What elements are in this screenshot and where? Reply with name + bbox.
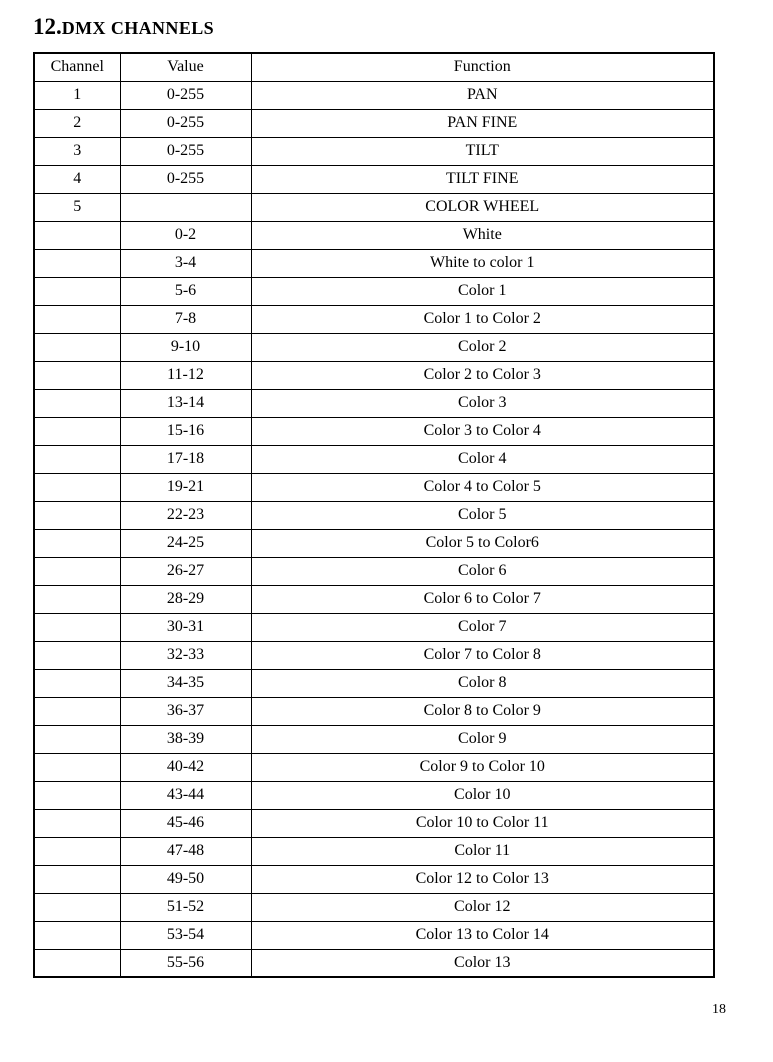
column-header-value: Value — [120, 53, 251, 81]
table-row — [34, 221, 714, 249]
page-title: DMX CHANNELS — [61, 18, 215, 38]
table-row — [34, 949, 714, 977]
cell-function: Color 2 — [251, 333, 714, 361]
cell-channel — [34, 725, 120, 753]
cell-function: Color 2 to Color 3 — [251, 361, 714, 389]
cell-function: PAN FINE — [251, 109, 714, 137]
table-row — [34, 389, 714, 417]
cell-function: White — [251, 221, 714, 249]
cell-value: 53-54 — [120, 921, 251, 949]
cell-value: 49-50 — [120, 865, 251, 893]
cell-channel — [34, 445, 120, 473]
table-header-row — [34, 53, 714, 81]
cell-channel — [34, 641, 120, 669]
table-row — [34, 81, 714, 109]
cell-value: 43-44 — [120, 781, 251, 809]
section-heading — [33, 4, 214, 42]
table-row — [34, 529, 714, 557]
cell-channel: 3 — [34, 137, 120, 165]
cell-channel — [34, 865, 120, 893]
cell-function: Color 7 to Color 8 — [251, 641, 714, 669]
table-row — [34, 921, 714, 949]
cell-channel — [34, 277, 120, 305]
cell-value: 15-16 — [120, 417, 251, 445]
table-row — [34, 165, 714, 193]
cell-function: Color 5 to Color6 — [251, 529, 714, 557]
cell-function: PAN — [251, 81, 714, 109]
cell-value: 7-8 — [120, 305, 251, 333]
cell-function: Color 5 — [251, 501, 714, 529]
cell-value: 0-255 — [120, 137, 251, 165]
table-row — [34, 725, 714, 753]
table-row — [34, 613, 714, 641]
table-row — [34, 837, 714, 865]
cell-value: 3-4 — [120, 249, 251, 277]
cell-value: 51-52 — [120, 893, 251, 921]
cell-function: Color 11 — [251, 837, 714, 865]
cell-function: Color 9 to Color 10 — [251, 753, 714, 781]
cell-channel — [34, 697, 120, 725]
cell-function: Color 6 to Color 7 — [251, 585, 714, 613]
cell-value: 11-12 — [120, 361, 251, 389]
column-header-channel: Channel — [34, 53, 120, 81]
table-row — [34, 557, 714, 585]
cell-value: 22-23 — [120, 501, 251, 529]
cell-value: 30-31 — [120, 613, 251, 641]
table-row — [34, 137, 714, 165]
cell-function: Color 1 to Color 2 — [251, 305, 714, 333]
table-row — [34, 865, 714, 893]
cell-value: 40-42 — [120, 753, 251, 781]
cell-value: 0-255 — [120, 81, 251, 109]
cell-channel — [34, 333, 120, 361]
cell-channel — [34, 613, 120, 641]
page-number: 18 — [712, 1002, 726, 1017]
table-row — [34, 697, 714, 725]
cell-function: Color 9 — [251, 725, 714, 753]
cell-channel — [34, 473, 120, 501]
cell-function: Color 7 — [251, 613, 714, 641]
cell-channel — [34, 389, 120, 417]
cell-value: 34-35 — [120, 669, 251, 697]
cell-function: Color 10 — [251, 781, 714, 809]
cell-channel — [34, 809, 120, 837]
cell-channel — [34, 221, 120, 249]
cell-function: TILT FINE — [251, 165, 714, 193]
table-row — [34, 417, 714, 445]
cell-channel: 1 — [34, 81, 120, 109]
cell-value: 38-39 — [120, 725, 251, 753]
cell-channel — [34, 585, 120, 613]
table-row — [34, 753, 714, 781]
cell-function: Color 13 to Color 14 — [251, 921, 714, 949]
table-row — [34, 781, 714, 809]
cell-function: Color 10 to Color 11 — [251, 809, 714, 837]
cell-function: Color 1 — [251, 277, 714, 305]
cell-channel — [34, 893, 120, 921]
cell-channel — [34, 249, 120, 277]
table-row — [34, 305, 714, 333]
table-row — [34, 277, 714, 305]
table-row — [34, 641, 714, 669]
dmx-channels-table — [33, 52, 715, 978]
cell-value — [120, 193, 251, 221]
cell-value: 55-56 — [120, 949, 251, 977]
table-row — [34, 585, 714, 613]
cell-channel — [34, 837, 120, 865]
cell-value: 0-255 — [120, 109, 251, 137]
table-row — [34, 193, 714, 221]
cell-value: 0-255 — [120, 165, 251, 193]
cell-function: Color 4 to Color 5 — [251, 473, 714, 501]
table-row — [34, 669, 714, 697]
cell-value: 5-6 — [120, 277, 251, 305]
table-row — [34, 501, 714, 529]
cell-value: 32-33 — [120, 641, 251, 669]
cell-channel: 4 — [34, 165, 120, 193]
table-row — [34, 893, 714, 921]
cell-channel — [34, 781, 120, 809]
cell-channel — [34, 501, 120, 529]
cell-channel — [34, 753, 120, 781]
cell-channel — [34, 361, 120, 389]
table-row — [34, 249, 714, 277]
cell-function: Color 4 — [251, 445, 714, 473]
cell-channel — [34, 669, 120, 697]
table-row — [34, 109, 714, 137]
cell-channel — [34, 417, 120, 445]
cell-value: 45-46 — [120, 809, 251, 837]
cell-value: 26-27 — [120, 557, 251, 585]
cell-function: Color 6 — [251, 557, 714, 585]
cell-value: 47-48 — [120, 837, 251, 865]
cell-function: Color 8 to Color 9 — [251, 697, 714, 725]
table-row — [34, 333, 714, 361]
cell-function: COLOR WHEEL — [251, 193, 714, 221]
cell-function: Color 13 — [251, 949, 714, 977]
cell-value: 28-29 — [120, 585, 251, 613]
table-body — [34, 81, 714, 977]
cell-function: TILT — [251, 137, 714, 165]
cell-value: 0-2 — [120, 221, 251, 249]
cell-channel — [34, 305, 120, 333]
table-row — [34, 361, 714, 389]
section-number: 12. — [33, 14, 62, 39]
table-row — [34, 809, 714, 837]
cell-function: Color 8 — [251, 669, 714, 697]
cell-value: 13-14 — [120, 389, 251, 417]
table-row — [34, 445, 714, 473]
cell-value: 19-21 — [120, 473, 251, 501]
cell-function: Color 3 — [251, 389, 714, 417]
cell-function: Color 12 to Color 13 — [251, 865, 714, 893]
cell-value: 36-37 — [120, 697, 251, 725]
cell-function: Color 12 — [251, 893, 714, 921]
cell-value: 24-25 — [120, 529, 251, 557]
cell-channel — [34, 921, 120, 949]
cell-function: Color 3 to Color 4 — [251, 417, 714, 445]
table-row — [34, 473, 714, 501]
column-header-function: Function — [251, 53, 714, 81]
cell-function: White to color 1 — [251, 249, 714, 277]
cell-value: 17-18 — [120, 445, 251, 473]
cell-value: 9-10 — [120, 333, 251, 361]
cell-channel — [34, 557, 120, 585]
cell-channel: 2 — [34, 109, 120, 137]
cell-channel — [34, 529, 120, 557]
cell-channel: 5 — [34, 193, 120, 221]
cell-channel — [34, 949, 120, 977]
